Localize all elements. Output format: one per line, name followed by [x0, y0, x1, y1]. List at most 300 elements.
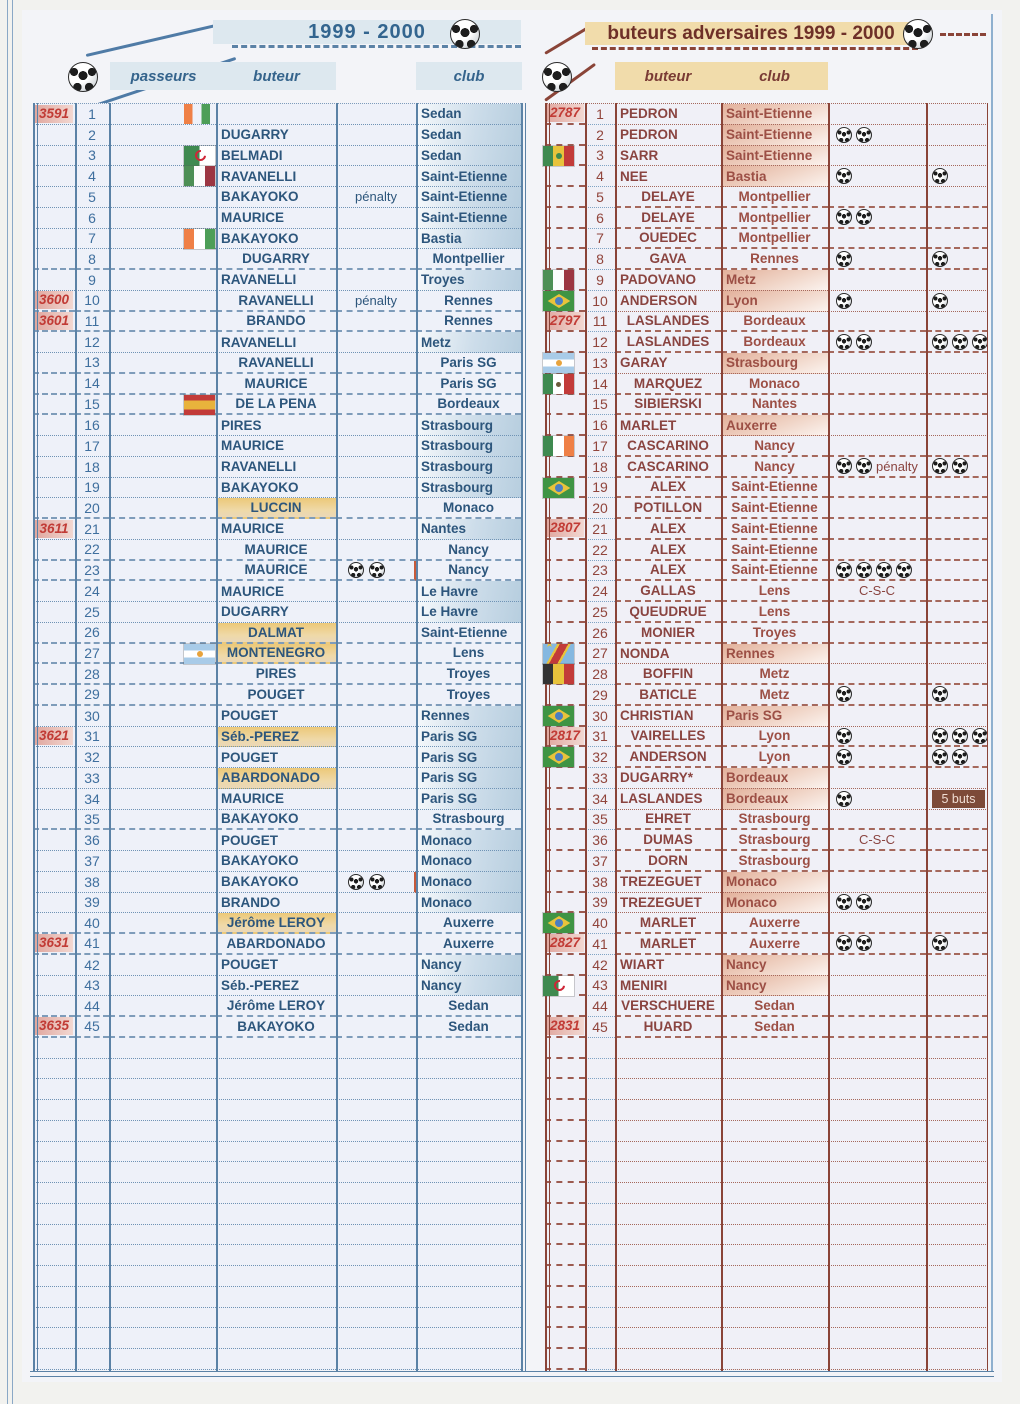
empty-cell [721, 1266, 828, 1287]
passer-cell [109, 208, 216, 229]
empty-cell [33, 1225, 75, 1246]
goal-count-cell-2 [926, 208, 988, 229]
club-cell: Monaco [416, 872, 521, 893]
scorer-cell: ANDERSON [615, 291, 721, 312]
table-row [33, 644, 521, 665]
goal-count-cell-2 [926, 913, 988, 934]
club-cell: Nancy [721, 976, 828, 997]
table-row [545, 913, 988, 934]
passer-cell [109, 312, 216, 333]
scorer-cell [216, 104, 336, 125]
note-cell [336, 810, 416, 831]
empty-row [33, 1225, 521, 1246]
scorer-cell: MONIER [615, 623, 721, 644]
note-label: C-S-C [858, 583, 896, 599]
club-cell: Auxerre [721, 934, 828, 955]
empty-cell [585, 1204, 615, 1225]
empty-cell [416, 1266, 521, 1287]
table-row [545, 249, 988, 270]
empty-cell [828, 1266, 926, 1287]
scorer-cell: PADOVANO [615, 270, 721, 291]
goal-count-cell-2 [926, 789, 988, 810]
row-number-cell: 44 [585, 996, 615, 1017]
empty-cell [828, 1204, 926, 1225]
goal-count-cell [828, 955, 926, 976]
scorer-cell: VERSCHUERE [615, 996, 721, 1017]
marker-cell [545, 623, 585, 644]
row-number-cell: 24 [75, 581, 109, 602]
club-cell: Paris SG [416, 353, 521, 374]
row-number-cell: 23 [75, 561, 109, 582]
empty-cell [828, 1245, 926, 1266]
passer-cell [109, 602, 216, 623]
empty-row [33, 1266, 521, 1287]
row-number-cell: 37 [585, 851, 615, 872]
marker-cell [545, 1017, 585, 1038]
scorer-cell: BOFFIN [615, 664, 721, 685]
table-row [545, 498, 988, 519]
table-row [33, 478, 521, 499]
marker-cell [33, 561, 75, 582]
empty-cell [216, 1059, 336, 1080]
marker-cell [545, 768, 585, 789]
marker-cell [33, 540, 75, 561]
marker-cell [33, 955, 75, 976]
empty-row [545, 1183, 988, 1204]
club-cell: Montpellier [721, 229, 828, 250]
empty-row [33, 1100, 521, 1121]
table-row [545, 104, 988, 125]
club-cell: Monaco [416, 830, 521, 851]
club-cell: Nancy [416, 976, 521, 997]
note-label: C-S-C [858, 832, 896, 848]
marker-cell [33, 747, 75, 768]
club-column-header: club [759, 67, 790, 85]
row-number-cell: 45 [585, 1017, 615, 1038]
marker-cell [545, 851, 585, 872]
passer-cell [109, 229, 216, 250]
note-cell [336, 623, 416, 644]
passer-cell [109, 581, 216, 602]
empty-row [545, 1204, 988, 1225]
table-row [33, 312, 521, 333]
flag-arg-icon [184, 644, 215, 664]
marker-cell [545, 644, 585, 665]
marker-cell [33, 768, 75, 789]
empty-cell [216, 1245, 336, 1266]
empty-cell [416, 1142, 521, 1163]
empty-cell [336, 1142, 416, 1163]
empty-cell [216, 1287, 336, 1308]
scorer-cell: BELMADI [216, 146, 336, 167]
scorer-cell: BAKAYOKO [216, 229, 336, 250]
flag-bra-icon [543, 706, 574, 726]
row-number-cell: 41 [585, 934, 615, 955]
marker-cell [545, 540, 585, 561]
empty-cell [545, 1162, 585, 1183]
soccer-ball-icon [932, 749, 948, 765]
grid-line [721, 103, 723, 1371]
row-number-cell: 19 [75, 478, 109, 499]
soccer-ball-icon [450, 19, 480, 49]
club-cell: Montpellier [416, 249, 521, 270]
passer-cell [109, 249, 216, 270]
empty-cell [216, 1308, 336, 1329]
soccer-ball-icon [836, 894, 852, 910]
goal-count-cell-2 [926, 644, 988, 665]
club-cell: Saint-Etienne [721, 478, 828, 499]
scorer-cell: GAVA [615, 249, 721, 270]
row-number-cell: 5 [75, 187, 109, 208]
goal-count-cell-2 [926, 872, 988, 893]
club-cell: Bastia [416, 229, 521, 250]
note-cell [336, 540, 416, 561]
goal-count-cell-2 [926, 955, 988, 976]
empty-row [545, 1059, 988, 1080]
flag-ita-icon [184, 166, 215, 186]
goal-count-cell-2 [926, 478, 988, 499]
soccer-ball-icon [856, 127, 872, 143]
goal-count-cell-2 [926, 498, 988, 519]
goal-count-cell [828, 685, 926, 706]
scorer-cell: QUEUDRUE [615, 602, 721, 623]
scorer-cell: MAURICE [216, 374, 336, 395]
row-number-cell: 43 [75, 976, 109, 997]
row-number-cell: 14 [75, 374, 109, 395]
row-number-cell: 45 [75, 1017, 109, 1038]
empty-cell [75, 1100, 109, 1121]
empty-cell [216, 1349, 336, 1370]
note-cell [336, 976, 416, 997]
marker-cell [545, 727, 585, 748]
goal-count-cell [828, 602, 926, 623]
note-cell [336, 955, 416, 976]
marker-cell [545, 810, 585, 831]
row-number-cell: 44 [75, 996, 109, 1017]
empty-cell [416, 1204, 521, 1225]
season-label: 1999 - 2000 [308, 20, 426, 43]
passer-cell [109, 125, 216, 146]
marker-cell [545, 187, 585, 208]
row-number-cell: 19 [585, 478, 615, 499]
scorer-cell: NEE [615, 166, 721, 187]
club-cell: Rennes [416, 312, 521, 333]
goal-count-cell [828, 644, 926, 665]
empty-cell [585, 1328, 615, 1349]
grid-line [828, 103, 830, 1371]
table-row [545, 436, 988, 457]
row-number-cell: 38 [75, 872, 109, 893]
marker-cell [33, 312, 75, 333]
row-number-cell: 9 [585, 270, 615, 291]
note-cell [336, 747, 416, 768]
empty-cell [216, 1266, 336, 1287]
table-row [33, 789, 521, 810]
row-number-cell: 29 [585, 685, 615, 706]
buteur-column-header: buteur [253, 67, 300, 85]
marker-cell [545, 685, 585, 706]
note-cell [336, 685, 416, 706]
soccer-ball-icon [836, 791, 852, 807]
empty-cell [336, 1079, 416, 1100]
empty-cell [721, 1121, 828, 1142]
club-cell: Saint-Etienne [721, 540, 828, 561]
empty-cell [721, 1349, 828, 1370]
scorer-cell: SARR [615, 146, 721, 167]
scorer-cell: POUGET [216, 706, 336, 727]
goal-count-cell [828, 208, 926, 229]
row-number-cell: 3 [585, 146, 615, 167]
empty-cell [828, 1349, 926, 1370]
goal-count-cell [828, 457, 926, 478]
passer-cell [109, 498, 216, 519]
club-cell: Rennes [721, 644, 828, 665]
empty-row [545, 1038, 988, 1059]
empty-cell [416, 1059, 521, 1080]
goal-count-cell-2 [926, 270, 988, 291]
club-cell: Metz [416, 332, 521, 353]
table-row [33, 146, 521, 167]
soccer-ball-icon [68, 62, 98, 92]
empty-row [33, 1059, 521, 1080]
table-row [545, 478, 988, 499]
goal-count-cell [828, 851, 926, 872]
note-cell [336, 498, 416, 519]
row-number-cell: 21 [585, 519, 615, 540]
goal-count-cell [828, 146, 926, 167]
table-row [545, 561, 988, 582]
goal-count-cell [828, 498, 926, 519]
row-number-cell: 42 [75, 955, 109, 976]
goal-count-cell [828, 104, 926, 125]
scorer-cell: PIRES [216, 664, 336, 685]
row-number-cell: 6 [75, 208, 109, 229]
note-cell [336, 727, 416, 748]
scorer-cell: DUGARRY [216, 602, 336, 623]
table-row [545, 789, 988, 810]
club-cell: Sedan [416, 146, 521, 167]
row-number-cell: 13 [585, 353, 615, 374]
marker-cell [33, 146, 75, 167]
soccer-ball-icon [932, 251, 948, 267]
club-cell: Sedan [721, 996, 828, 1017]
marker-cell [33, 478, 75, 499]
club-cell: Rennes [416, 706, 521, 727]
marker-cell [545, 104, 585, 125]
club-cell: Troyes [416, 685, 521, 706]
empty-cell [615, 1100, 721, 1121]
flag-bra-icon [543, 747, 574, 767]
soccer-ball-icon [836, 251, 852, 267]
scorer-cell: POTILLON [615, 498, 721, 519]
soccer-ball-icon [836, 686, 852, 702]
table-row [33, 270, 521, 291]
scorer-cell: MAURICE [216, 208, 336, 229]
empty-cell [75, 1162, 109, 1183]
right-column-headers [615, 62, 828, 90]
table-row [33, 498, 521, 519]
empty-cell [216, 1183, 336, 1204]
empty-row [545, 1349, 988, 1370]
row-number-cell: 28 [75, 664, 109, 685]
empty-cell [545, 1183, 585, 1204]
empty-cell [33, 1266, 75, 1287]
table-row [545, 291, 988, 312]
row-number-cell: 25 [75, 602, 109, 623]
empty-cell [109, 1308, 216, 1329]
scorer-cell: MENIRI [615, 976, 721, 997]
empty-cell [615, 1059, 721, 1080]
empty-cell [109, 1142, 216, 1163]
grid-line [585, 103, 587, 1371]
note-cell [336, 996, 416, 1017]
table-row [33, 415, 521, 436]
empty-cell [926, 1100, 988, 1121]
empty-cell [109, 1100, 216, 1121]
empty-cell [75, 1287, 109, 1308]
scorer-cell: LASLANDES [615, 332, 721, 353]
goal-count-cell-2 [926, 976, 988, 997]
table-row [33, 540, 521, 561]
club-cell: Sedan [416, 1017, 521, 1038]
scorer-cell: TREZEGUET [615, 893, 721, 914]
marker-cell [33, 415, 75, 436]
soccer-ball-icon [932, 935, 948, 951]
empty-cell [545, 1328, 585, 1349]
club-cell: Lens [721, 581, 828, 602]
grid-line [75, 103, 77, 1371]
empty-cell [828, 1308, 926, 1329]
sequence-marker: 3631 [35, 934, 73, 952]
marker-cell [545, 166, 585, 187]
goal-count-cell-2 [926, 229, 988, 250]
table-row [545, 727, 988, 748]
goal-count-cell [828, 332, 926, 353]
row-number-cell: 32 [75, 747, 109, 768]
scorer-cell: BAKAYOKO [216, 478, 336, 499]
marker-cell [545, 312, 585, 333]
note-cell [336, 1017, 416, 1038]
soccer-ball-icon [542, 62, 572, 92]
passer-cell [109, 561, 216, 582]
row-number-cell: 9 [75, 270, 109, 291]
club-cell: Lyon [721, 727, 828, 748]
sequence-marker: 3635 [35, 1017, 73, 1035]
club-cell: Montpellier [721, 187, 828, 208]
note-cell [336, 706, 416, 727]
marker-cell [33, 332, 75, 353]
row-number-cell: 22 [75, 540, 109, 561]
club-cell: Paris SG [416, 374, 521, 395]
goal-count-cell [828, 561, 926, 582]
grid-line [416, 103, 418, 1371]
club-cell: Lens [416, 644, 521, 665]
goal-count-cell-2 [926, 664, 988, 685]
table-row [545, 270, 988, 291]
empty-cell [585, 1225, 615, 1246]
empty-row [33, 1142, 521, 1163]
table-row [545, 644, 988, 665]
empty-cell [926, 1079, 988, 1100]
table-row [33, 332, 521, 353]
club-cell: Rennes [721, 249, 828, 270]
passer-cell [109, 395, 216, 416]
table-row [33, 913, 521, 934]
scorer-cell: LASLANDES [615, 789, 721, 810]
club-cell: Lyon [721, 747, 828, 768]
marker-cell [33, 519, 75, 540]
note-label: pénalty [876, 458, 918, 474]
club-cell: Saint-Etienne [721, 104, 828, 125]
marker-cell [33, 229, 75, 250]
grid-line [926, 103, 928, 1371]
scorer-cell: GARAY [615, 353, 721, 374]
goal-count-cell-2 [926, 415, 988, 436]
marker-cell [33, 872, 75, 893]
club-cell: Saint-Etienne [416, 166, 521, 187]
empty-cell [33, 1142, 75, 1163]
goal-count-cell [828, 540, 926, 561]
marker-cell [33, 623, 75, 644]
note-cell [336, 229, 416, 250]
scorer-cell: ALEX [615, 478, 721, 499]
goal-count-cell-2 [926, 540, 988, 561]
table-row [545, 395, 988, 416]
goal-count-cell [828, 706, 926, 727]
note-cell [336, 208, 416, 229]
empty-cell [721, 1059, 828, 1080]
row-number-cell: 14 [585, 374, 615, 395]
table-row [545, 996, 988, 1017]
club-cell: Le Havre [416, 602, 521, 623]
soccer-ball-icon [952, 458, 968, 474]
goal-count-cell-2 [926, 104, 988, 125]
row-number-cell: 31 [585, 727, 615, 748]
passer-cell [109, 187, 216, 208]
passer-cell [109, 913, 216, 934]
passer-cell [109, 623, 216, 644]
table-row [33, 166, 521, 187]
empty-cell [721, 1204, 828, 1225]
club-cell: Rennes [416, 291, 521, 312]
goal-count-cell-2 [926, 436, 988, 457]
club-cell: Saint-Etienne [416, 623, 521, 644]
club-cell: Saint-Etienne [416, 208, 521, 229]
row-number-cell: 2 [75, 125, 109, 146]
table-row [545, 706, 988, 727]
club-cell: Metz [721, 270, 828, 291]
empty-cell [585, 1349, 615, 1370]
empty-cell [336, 1100, 416, 1121]
club-cell: Paris SG [416, 789, 521, 810]
table-row [33, 457, 521, 478]
five-goals-badge: 5 buts [932, 790, 985, 808]
table-row [33, 685, 521, 706]
empty-cell [721, 1287, 828, 1308]
empty-cell [416, 1038, 521, 1059]
empty-cell [75, 1079, 109, 1100]
marker-cell [545, 913, 585, 934]
empty-cell [109, 1328, 216, 1349]
club-cell: Nancy [721, 436, 828, 457]
empty-cell [828, 1287, 926, 1308]
row-number-cell: 37 [75, 851, 109, 872]
goal-count-cell-2 [926, 623, 988, 644]
soccer-ball-icon [369, 874, 385, 890]
row-number-cell: 20 [75, 498, 109, 519]
soccer-ball-icon [896, 562, 912, 578]
scorer-cell: TREZEGUET [615, 872, 721, 893]
